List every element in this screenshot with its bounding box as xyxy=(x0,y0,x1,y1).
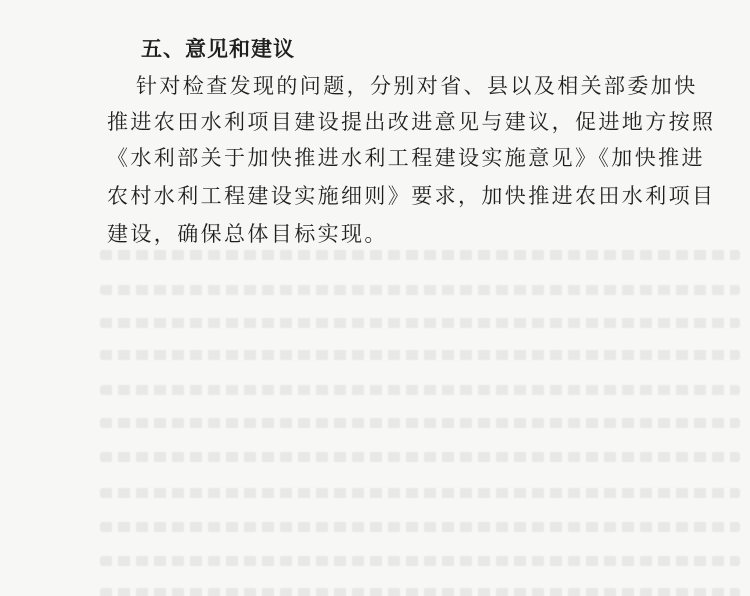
paragraph-line: 推进农田水利项目建设提出改进意见与建议，促进地方按照 xyxy=(107,110,716,134)
paragraph-line: 农村水利工程建设实施细则》要求，加快推进农田水利项目 xyxy=(107,184,716,208)
paragraph-line: 针对检查发现的问题，分别对省、县以及相关部委加快 xyxy=(136,74,698,98)
paragraph-line: 建设，确保总体目标实现。 xyxy=(107,222,388,246)
paragraph-line: 《水利部关于加快推进水利工程建设实施意见》《加快推进 xyxy=(107,146,705,170)
section-heading: 五、意见和建议 xyxy=(141,37,295,61)
